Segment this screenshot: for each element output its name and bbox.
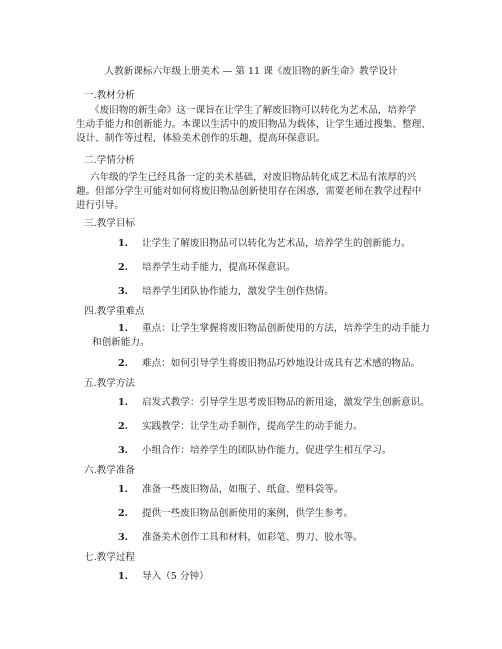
- list-item-text: 培养学生动手能力，提高环保意识。: [142, 262, 296, 273]
- list-item-text: 让学生了解废旧物品可以转化为艺术品，培养学生的创新能力。: [142, 238, 411, 249]
- list-item: [118, 483, 343, 497]
- list-item-number: 1.: [118, 323, 129, 334]
- list-item-number: 2.: [118, 421, 129, 432]
- paragraph-materials: [76, 104, 436, 146]
- list-item: [92, 322, 452, 350]
- section-heading-preparation: 六.教学准备: [84, 465, 136, 476]
- list-item-text: 导入（5 分钟）: [142, 571, 209, 582]
- paragraph-line: 设计、制作等过程，体验美术创作的乐趣，提高环保意识。: [76, 133, 326, 144]
- section-heading-goals: 三.教学目标: [84, 218, 136, 229]
- list-item: [118, 396, 430, 410]
- list-item: [118, 261, 296, 275]
- list-item-text: 培养学生团队协作能力，激发学生创作热情。: [142, 286, 334, 297]
- section-heading-process: 七.教学过程: [84, 552, 136, 563]
- list-item-number: 1.: [118, 397, 129, 408]
- list-item-number: 1.: [118, 571, 129, 582]
- list-item-text: 重点：让学生掌握将废旧物品创新使用的方法，培养学生的动手能力: [142, 323, 430, 334]
- list-item-text: 准备美术创作工具和材料，如彩笔、剪刀、胶水等。: [142, 532, 363, 543]
- section-heading-students: 二.学情分析: [84, 155, 136, 166]
- list-item-number: 1.: [118, 484, 129, 495]
- list-item: [118, 357, 420, 371]
- paragraph-line: 《废旧物的新生命》这一课旨在让学生了解废旧物可以转化为艺术品，培养学: [90, 105, 417, 116]
- list-item-number: 1.: [118, 238, 129, 249]
- list-item: [118, 507, 353, 521]
- document-title: 人教新课标六年级上册美术 — 第 11 课《废旧物的新生命》教学设计: [104, 66, 398, 77]
- list-item: [118, 531, 363, 545]
- paragraph-line: 生动手能力和创新能力。本课以生活中的废旧物品为载体，让学生通过搜集、整理、: [76, 119, 431, 130]
- list-item-text: 难点：如何引导学生将废旧物品巧妙地设计成具有艺术感的物品。: [142, 358, 421, 369]
- list-item-text: 实践教学：让学生动手制作，提高学生的动手能力。: [142, 421, 363, 432]
- list-item-text: 启发式教学：引导学生思考废旧物品的新用途，激发学生创新意识。: [142, 397, 430, 408]
- list-item: [118, 570, 209, 584]
- paragraph-line: 趣。但部分学生可能对如何将废旧物品创新使用存在困惑，需要老师在教学过程中: [76, 186, 422, 197]
- list-item: [118, 420, 363, 434]
- list-item: [118, 237, 411, 251]
- paragraph-students: [76, 171, 436, 213]
- paragraph-line: 进行引导。: [76, 200, 124, 211]
- list-item: [118, 285, 334, 299]
- paragraph-line: 六年级的学生已经具备一定的美术基础，对废旧物品转化成艺术品有浓厚的兴: [90, 172, 417, 183]
- list-item-number: 2.: [118, 508, 129, 519]
- list-item-number: 3.: [118, 532, 129, 543]
- list-item-number: 3.: [118, 445, 129, 456]
- list-item-text: 小组合作：培养学生的团队协作能力，促进学生相互学习。: [142, 445, 392, 456]
- list-item-text: 准备一些废旧物品，如瓶子、纸盒、塑料袋等。: [142, 484, 344, 495]
- list-item-number: 2.: [118, 358, 129, 369]
- list-item-text-continued: 和创新能力。: [92, 337, 150, 348]
- section-heading-key-points: 四.教学重难点: [84, 306, 145, 317]
- list-item-number: 3.: [118, 286, 129, 297]
- list-item-number: 2.: [118, 262, 129, 273]
- list-item: [118, 444, 391, 458]
- section-heading-materials: 一.教材分析: [84, 90, 136, 101]
- list-item-text: 提供一些废旧物品创新使用的案例，供学生参考。: [142, 508, 354, 519]
- section-heading-methods: 五.教学方法: [84, 378, 136, 389]
